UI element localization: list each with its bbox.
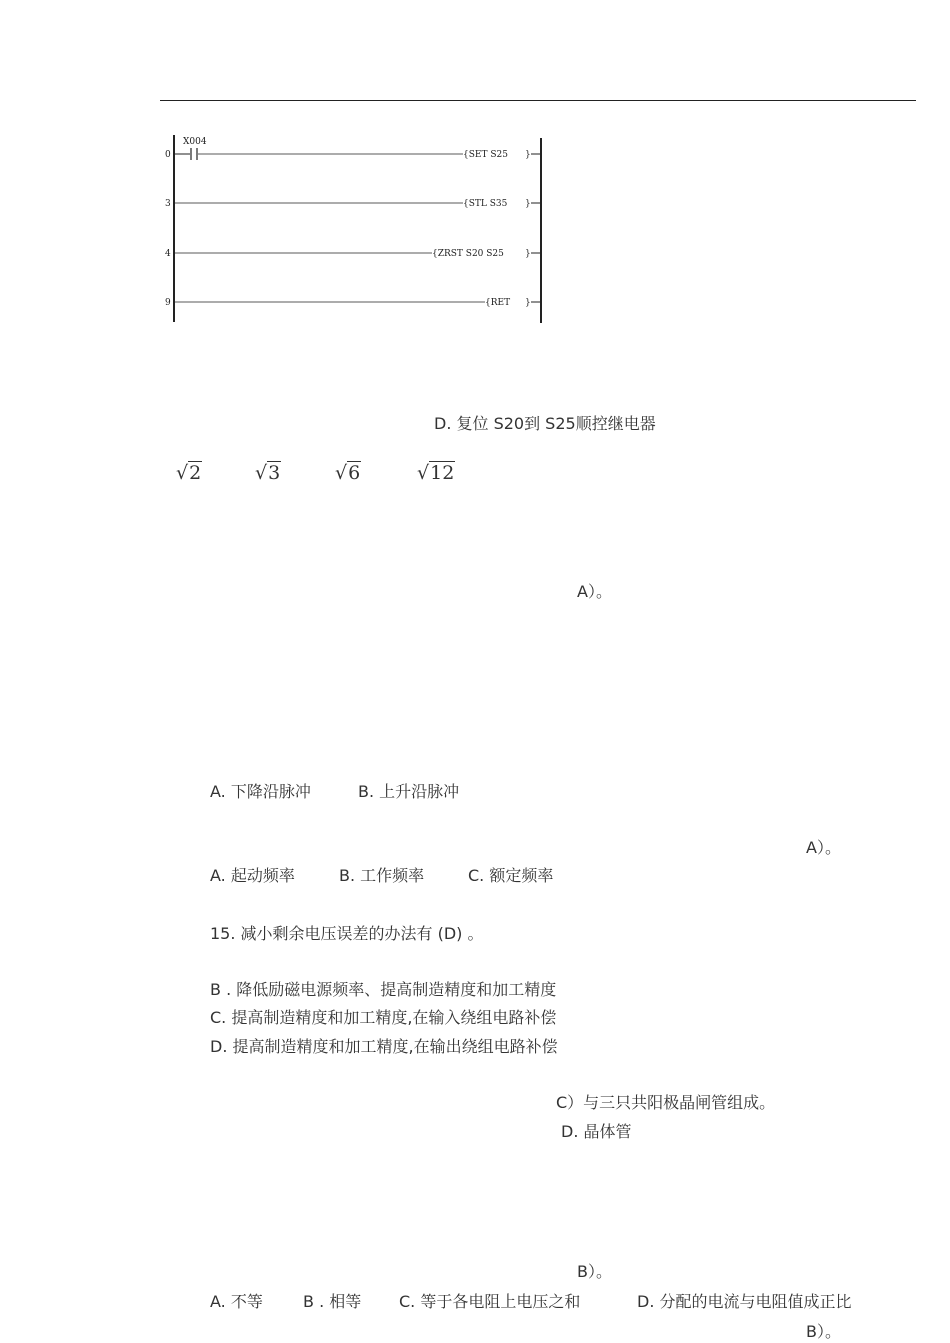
rung-instruction: {ZRST S20 S25 <box>432 249 504 259</box>
rung-step: 0 <box>165 150 171 160</box>
answer-fragment: C）与三只共阳极晶闸管组成。 <box>556 1093 776 1112</box>
answer-fragment: B）。 <box>806 1322 841 1341</box>
rung-instruction: {STL S35 <box>463 199 508 209</box>
option-b: B . 相等 <box>303 1292 362 1311</box>
header-rule <box>160 100 916 101</box>
option-b: B. 上升沿脉冲 <box>358 782 460 801</box>
rung-instruction: {SET S25 <box>463 150 508 160</box>
rung-step: 3 <box>165 199 171 209</box>
option-c: C. 提高制造精度和加工精度,在输入绕组电路补偿 <box>210 1008 557 1027</box>
option-a: A. 起动频率 <box>210 866 295 885</box>
rung-close: } <box>525 150 531 160</box>
option-d: D. 提高制造精度和加工精度,在输出绕组电路补偿 <box>210 1037 558 1056</box>
option-c: C. 额定频率 <box>468 866 554 885</box>
sqrt-option: √12 <box>417 462 455 484</box>
answer-fragment: B）。 <box>577 1262 612 1281</box>
rung-step: 4 <box>165 249 171 259</box>
sqrt-option: √6 <box>335 462 361 484</box>
question-15: 15. 减小剩余电压误差的办法有 (D) 。 <box>210 924 484 943</box>
rung-close: } <box>525 199 531 209</box>
option-a: A. 下降沿脉冲 <box>210 782 311 801</box>
sqrt-option: √3 <box>255 462 281 484</box>
option-b: B. 工作频率 <box>339 866 425 885</box>
option-d: D. 晶体管 <box>561 1122 632 1141</box>
answer-fragment: A）。 <box>806 838 841 857</box>
contact-label: X004 <box>183 137 207 147</box>
rung-close: } <box>525 298 531 308</box>
option-a: A. 不等 <box>210 1292 263 1311</box>
rung-instruction: {RET <box>485 298 511 308</box>
ladder-diagram <box>160 130 560 330</box>
option-c: C. 等于各电阻上电压之和 <box>399 1292 581 1311</box>
option-d: D. 分配的电流与电阻值成正比 <box>637 1292 852 1311</box>
option-b: B . 降低励磁电源频率、提高制造精度和加工精度 <box>210 980 557 999</box>
rung-step: 9 <box>165 298 171 308</box>
rung-close: } <box>525 249 531 259</box>
sqrt-option: √2 <box>176 462 202 484</box>
option-d-reset: D. 复位 S20到 S25顺控继电器 <box>434 414 656 433</box>
answer-fragment: A）。 <box>577 582 612 601</box>
